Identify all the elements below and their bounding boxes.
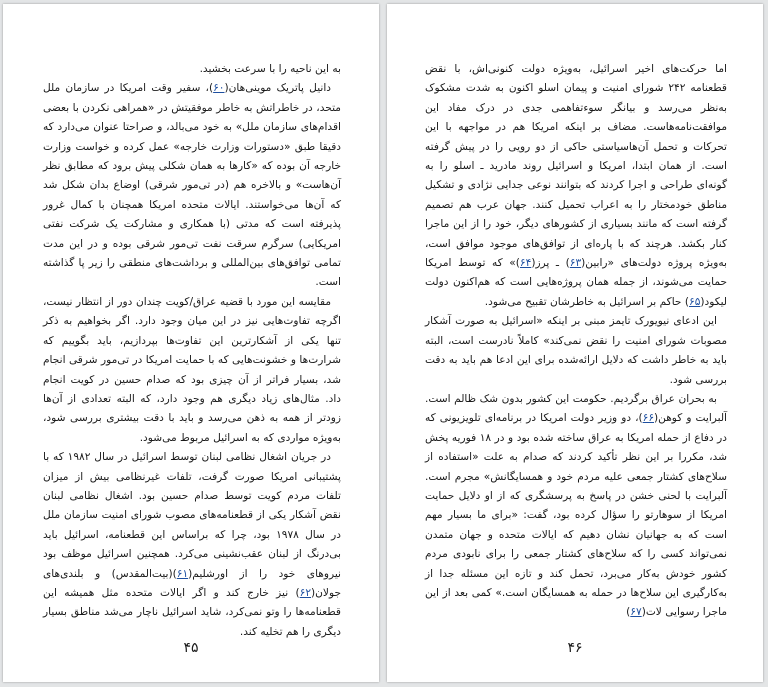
text-run: )، سفیر وقت امریکا در سازمان ملل متحد، در خاطراتش به خاطر موفقیتش در «همراهی نکردن با بعضی اقدام‌های سازمان ملل» به خود می‌بالد، و صراحتا عنوان می‌دارد که دقیقا طبق «دستورات وزارت خارجه» عمل کرده و خواست وزارت خارجه آن بوده که «کارها به همان شکلی پیش برود که مطابق نظر آن‌هاست» و بالاخره هم (در تی‌مور شرقی) اوضاع بدان شکل شد که آن‌ها می‌خواستند. ایالات متحده امریکا همچنان با کمال غرور پذیرفته است که مدتی (با همکاری و مشارکت یک شرکت نفتی امریکایی) سرگرم سرقت نفت تی‌مور شرقی بوده و در این مدت تمامی توافق‌های بین‌المللی و برداشت‌های منطقی را زیر پا گذاشته است. bbox=[43, 82, 341, 289]
paragraph bbox=[425, 60, 727, 312]
paragraph bbox=[43, 448, 341, 642]
text-run: ) bbox=[626, 606, 631, 619]
text-run: این ادعای نیویورک تایمز مبنی بر اینکه «اسرائیل به صورت آشکار مصوبات شورای امنیت را نقض نمی‌کند» کاملاً نادرست است، البته باید به خاطر داشت که دلایل ارائه‌شده برای این ادعا هم باید به دقت بررسی شود. bbox=[425, 315, 727, 386]
page-text-body bbox=[43, 60, 341, 642]
text-run: دانیل پاتریک موینی‌هان( bbox=[224, 82, 331, 95]
text-run: به این ناحیه را با سرعت بخشید. bbox=[199, 63, 341, 75]
text-run: اما حرکت‌های اخیر اسرائیل، به‌ویژه دولت کنونی‌اش، با نقض قطعنامه ۲۴۲ شورای امنیت و پیمان اسلو اکنون به شدت مشکوک به‌نظر می‌رسد و بیانگر سوءتفاهمی جدی در درک مفاد این موافقت‌نامه‌هاست. مضاف بر اینکه امریکا هم در مواجهه با این تحرکات و تحمل آن‌هاسیاستی حاکی از دو رویی را در پیش گرفته است. از همان ابتدا، امریکا و اسرائیل روند مادرید ـ اسلو را به گونه‌ای طراحی و اجرا کردند که بتوانند نوعی جدایی نژادی و تشکیل مناطق خودمختار را به اعراب تحمیل کنند. جهان عرب هم تصمیم گرفته است که مانند بسیاری از کشورهای دیگر، خود را از این ماجرا کنار بکشد. هرچند که با پاره‌ای از توافق‌های موجود موافق است، به‌ویژه پروژه دولت‌های «رابین( bbox=[425, 63, 727, 270]
book-page-right bbox=[387, 4, 763, 682]
text-run: ) ـ پرز( bbox=[531, 257, 570, 270]
footnote-link[interactable]: ۶۵ bbox=[689, 295, 701, 308]
text-run: ) نیز خارج کند و اگر ایالات متحده مثل همیشه این قطعنامه‌ها را وتو نمی‌کرد، شاید اسرائیل ناچار می‌شد مناطق بسیار دیگری را هم تخلیه کند. bbox=[43, 586, 341, 638]
text-run: مقایسه این مورد با قضیه عراق/کویت چندان دور از انتظار نیست، اگرچه تفاوت‌هایی نیز در این میان وجود دارد. اگر بخواهیم به ذکر تنها یکی از آشکارترین این تفاوت‌ها بپردازیم، باید بگوییم که شرارت‌ها و خشونت‌هایی که با حمایت امریکا در تی‌مور شرقی انجام شد، بسیار فراتر از آن چیزی بود که صدام حسین در کویت انجام داد. مثال‌های زیاد دیگری هم وجود دارد، که البته تعدادی از آن‌ها زودتر از همه به ذهن می‌رسد و باید با دقت بیشتری بررسی شود، به‌ویژه مواردی که به اسرائیل مربوط می‌شود. bbox=[43, 295, 341, 444]
text-run: )(بیت‌المقدس) و بلندی‌های جولان( bbox=[43, 567, 341, 599]
paragraph bbox=[43, 293, 341, 448]
paragraph bbox=[425, 390, 727, 623]
footnote-link[interactable]: ۶۴ bbox=[519, 257, 532, 270]
footnote-link[interactable]: ۶۷ bbox=[630, 606, 642, 619]
text-run: به بحران عراق برگردیم. حکومت این کشور بدون شک ظالم است. آلبرایت و کوهن( bbox=[425, 392, 727, 425]
page-number: ۴۶ bbox=[567, 640, 583, 656]
footnote-link[interactable]: ۶۰ bbox=[213, 82, 225, 95]
paragraph bbox=[43, 79, 341, 292]
page-number: ۴۵ bbox=[183, 640, 199, 656]
footnote-link[interactable]: ۶۳ bbox=[569, 257, 582, 270]
book-page-left bbox=[3, 4, 379, 682]
page-text-body bbox=[425, 60, 727, 623]
text-run: در جریان اشغال نظامی لبنان توسط اسرائیل در سال ۱۹۸۲ که با پشتیبانی امریکا صورت گرفت، تلفات غیرنظامی بیش از میزان تلفات مردم کویت توسط صدام حسین بود. اشغال نظامی لبنان نقض آشکار یکی از قطعنامه‌های مصوب شورای امنیت سازمان ملل در سال ۱۹۷۸ بود، چرا که براساس این قطعنامه، اسرائیل باید بی‌درنگ از لبنان عقب‌نشینی می‌کرد. همچنین اسرائیل موظف بود نیروهای خود را از اورشلیم( bbox=[43, 451, 342, 580]
footnote-link[interactable]: ۶۶ bbox=[642, 412, 655, 425]
footnote-link[interactable]: ۶۱ bbox=[176, 567, 189, 580]
text-run: )، دو وزیر دولت امریکا در برنامه‌ای تلویزیونی که در دفاع از حمله امریکا به عراق ساخته شده بود و در ۱۸ فوریه پخش شد، مکررا بر این نظر تأکید کردند که صدام به علت «استفاده از سلاح‌های کشتار جمعی علیه مردم خود و همسایگانش» مجرم است. آلبرایت با لحنی خشن در پاسخ به پرسشگری که از او دلایل حمایت امریکا از سوهارتو را سؤال کرده بود، گفت: «برای ما بسیار مهم است که به جهانیان نشان دهیم که ایالات متحده و جهان متمدن نمی‌تواند کسی را که سلاح‌های کشتار جمعی را برای نابودی مردم کشور خودش به‌کار می‌برد، تحمل کند و تازه این مسئله جدا از به‌کارگیری این سلاح‌ها در حمله به همسایگان است.» کمی بعد از این ماجرا رسوایی لات( bbox=[425, 412, 727, 619]
paragraph bbox=[425, 312, 727, 390]
text-run: ) حاکم بر اسرائیل به خاطرشان تقبیح می‌شود. bbox=[484, 295, 689, 308]
paragraph bbox=[43, 60, 341, 79]
footnote-link[interactable]: ۶۲ bbox=[299, 586, 312, 599]
text-run: )» که توسط امریکا حمایت می‌شوند، از جمله همان پروژه‌هایی است که هم‌اکنون دولت لیکود( bbox=[425, 257, 727, 308]
